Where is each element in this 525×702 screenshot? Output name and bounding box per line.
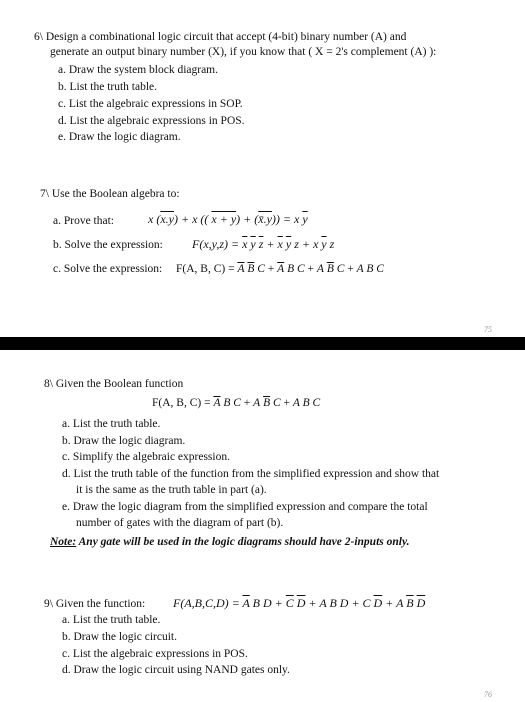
page-number-76: 76 (484, 690, 492, 699)
q6-line1: 6\ Design a combinational logic circuit that accept (4-bit) binary number (A) and (34, 31, 407, 43)
q6-item-c: c. List the algebraic expressions in SOP. (58, 98, 243, 110)
q9-item-b: b. Draw the logic circuit. (62, 631, 177, 643)
page-upper (0, 0, 525, 337)
q7-c-expression: F(A, B, $C) = \overline{A}$ $\overline{B}$ $C + \overline{A}$ B C + A $\overline{B}$ C + A B C (176, 263, 384, 275)
page-number-75: 75 (484, 325, 492, 334)
q6-item-b: b. List the truth table. (58, 81, 158, 93)
q6-item-e: e. Draw the logic diagram. (58, 131, 181, 143)
q7-a-expression: x (x.y) + x (( x + y) + (x̄.y)) = x $\overline{y}$ (148, 212, 308, 226)
q7-b-expression: $F(x,y,z) = \overline{x}$ $\overline{y}$ $\overline{z} + \overline{x}$ $\overline{y}$ z + x $\overline{y}$ z (192, 237, 335, 251)
q9-function: $F(A,B,C,D) = \overline{A}$ B $D + \overline{C}$ $\overline{D} + A$ B D + C $\overline{D} + A$ $\overline{B}$ $\overline{D}$ (173, 596, 426, 610)
q8-item-e-cont: number of gates with the diagram of part (b). (76, 517, 284, 529)
q7-b-label: b. Solve the expression: (53, 239, 163, 251)
q7-title: 7\ Use the Boolean algebra to: (40, 188, 180, 200)
q8-item-e: e. Draw the logic diagram from the simplified expression and compare the total (62, 501, 428, 513)
page-lower (0, 350, 525, 700)
q9-item-a: a. List the truth table. (62, 614, 161, 626)
q7-a-label: a. Prove that: (53, 215, 114, 227)
q6-line2: generate an output binary number (X), if you know that ( X = 2's complement (A) ): (50, 46, 437, 58)
q9-title: 9\ Given the function: (44, 598, 146, 610)
q6-item-a: a. Draw the system block diagram. (58, 64, 218, 76)
q9-item-c: c. List the algebraic expressions in POS. (62, 648, 248, 660)
page-divider (0, 337, 525, 350)
q8-item-d-cont: it is the same as the truth table in part (a). (76, 484, 267, 496)
q7-c-label: c. Solve the expression: (53, 263, 163, 275)
q8-note (50, 535, 410, 549)
q8-item-a: a. List the truth table. (62, 418, 161, 430)
q8-note-label: Note: (50, 536, 77, 548)
q8-item-c: c. Simplify the algebraic expression. (62, 451, 230, 463)
q8-function: F(A, B, $C) = \overline{A}$ B C + A $\overline{B}$ C + A B C (152, 397, 321, 409)
q9-item-d: d. Draw the logic circuit using NAND gates only. (62, 664, 290, 676)
q8-item-b: b. Draw the logic diagram. (62, 435, 186, 447)
q6-item-d: d. List the algebraic expressions in POS. (58, 115, 245, 127)
q8-note-text: Any gate will be used in the logic diagrams should have 2-inputs only. (76, 536, 410, 548)
q8-item-d: d. List the truth table of the function from the simplified expression and show that (62, 468, 440, 480)
q8-title: 8\ Given the Boolean function (44, 378, 184, 390)
